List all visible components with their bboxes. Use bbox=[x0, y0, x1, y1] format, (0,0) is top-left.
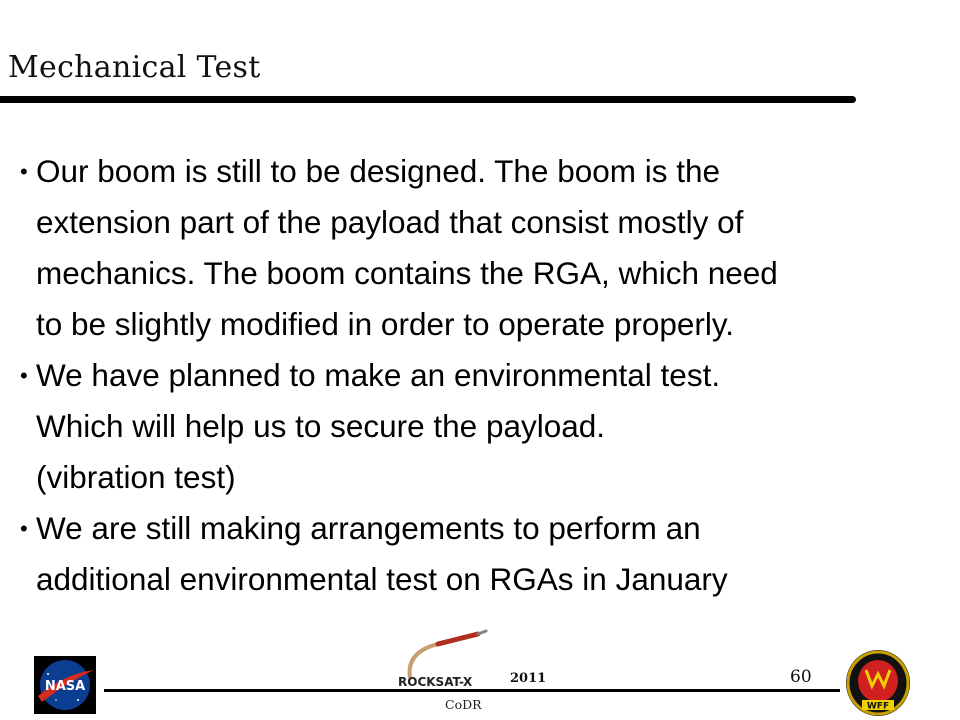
slide-body bbox=[20, 146, 948, 605]
bullet-line: additional environmental test on RGAs in January bbox=[36, 561, 728, 597]
nasa-logo-text: NASA bbox=[44, 679, 86, 694]
title-underline bbox=[0, 96, 856, 103]
bullet-line: extension part of the payload that consist mostly of bbox=[36, 204, 744, 240]
bullet-marker: • bbox=[20, 363, 28, 388]
wff-logo bbox=[842, 648, 914, 718]
bullet-item-2 bbox=[20, 350, 948, 503]
rocksat-logo-text: ROCKSAT-X bbox=[398, 675, 473, 689]
page-number: 60 bbox=[790, 667, 812, 687]
bullet-line: to be slightly modified in order to operate properly. bbox=[36, 306, 735, 342]
bullet-marker: • bbox=[20, 516, 28, 541]
bullet-marker: • bbox=[20, 159, 28, 184]
footer-label: CoDR bbox=[445, 697, 482, 712]
rocksat-x-logo bbox=[392, 628, 508, 690]
bullet-item-1 bbox=[20, 146, 948, 350]
wff-logo-text: WFF bbox=[866, 701, 890, 712]
bullet-line: We have planned to make an environmental test. bbox=[36, 357, 721, 393]
footer-year: 2011 bbox=[510, 671, 547, 686]
bullet-line: mechanics. The boom contains the RGA, which need bbox=[36, 255, 778, 291]
bullet-line: Our boom is still to be designed. The boom is the bbox=[36, 153, 721, 189]
bullet-item-3 bbox=[20, 503, 948, 605]
nasa-logo bbox=[34, 656, 96, 714]
bullet-line: (vibration test) bbox=[36, 459, 236, 495]
bullet-line: We are still making arrangements to perform an bbox=[36, 510, 701, 546]
bullet-line: Which will help us to secure the payload. bbox=[36, 408, 606, 444]
slide-title: Mechanical Test bbox=[8, 50, 261, 85]
